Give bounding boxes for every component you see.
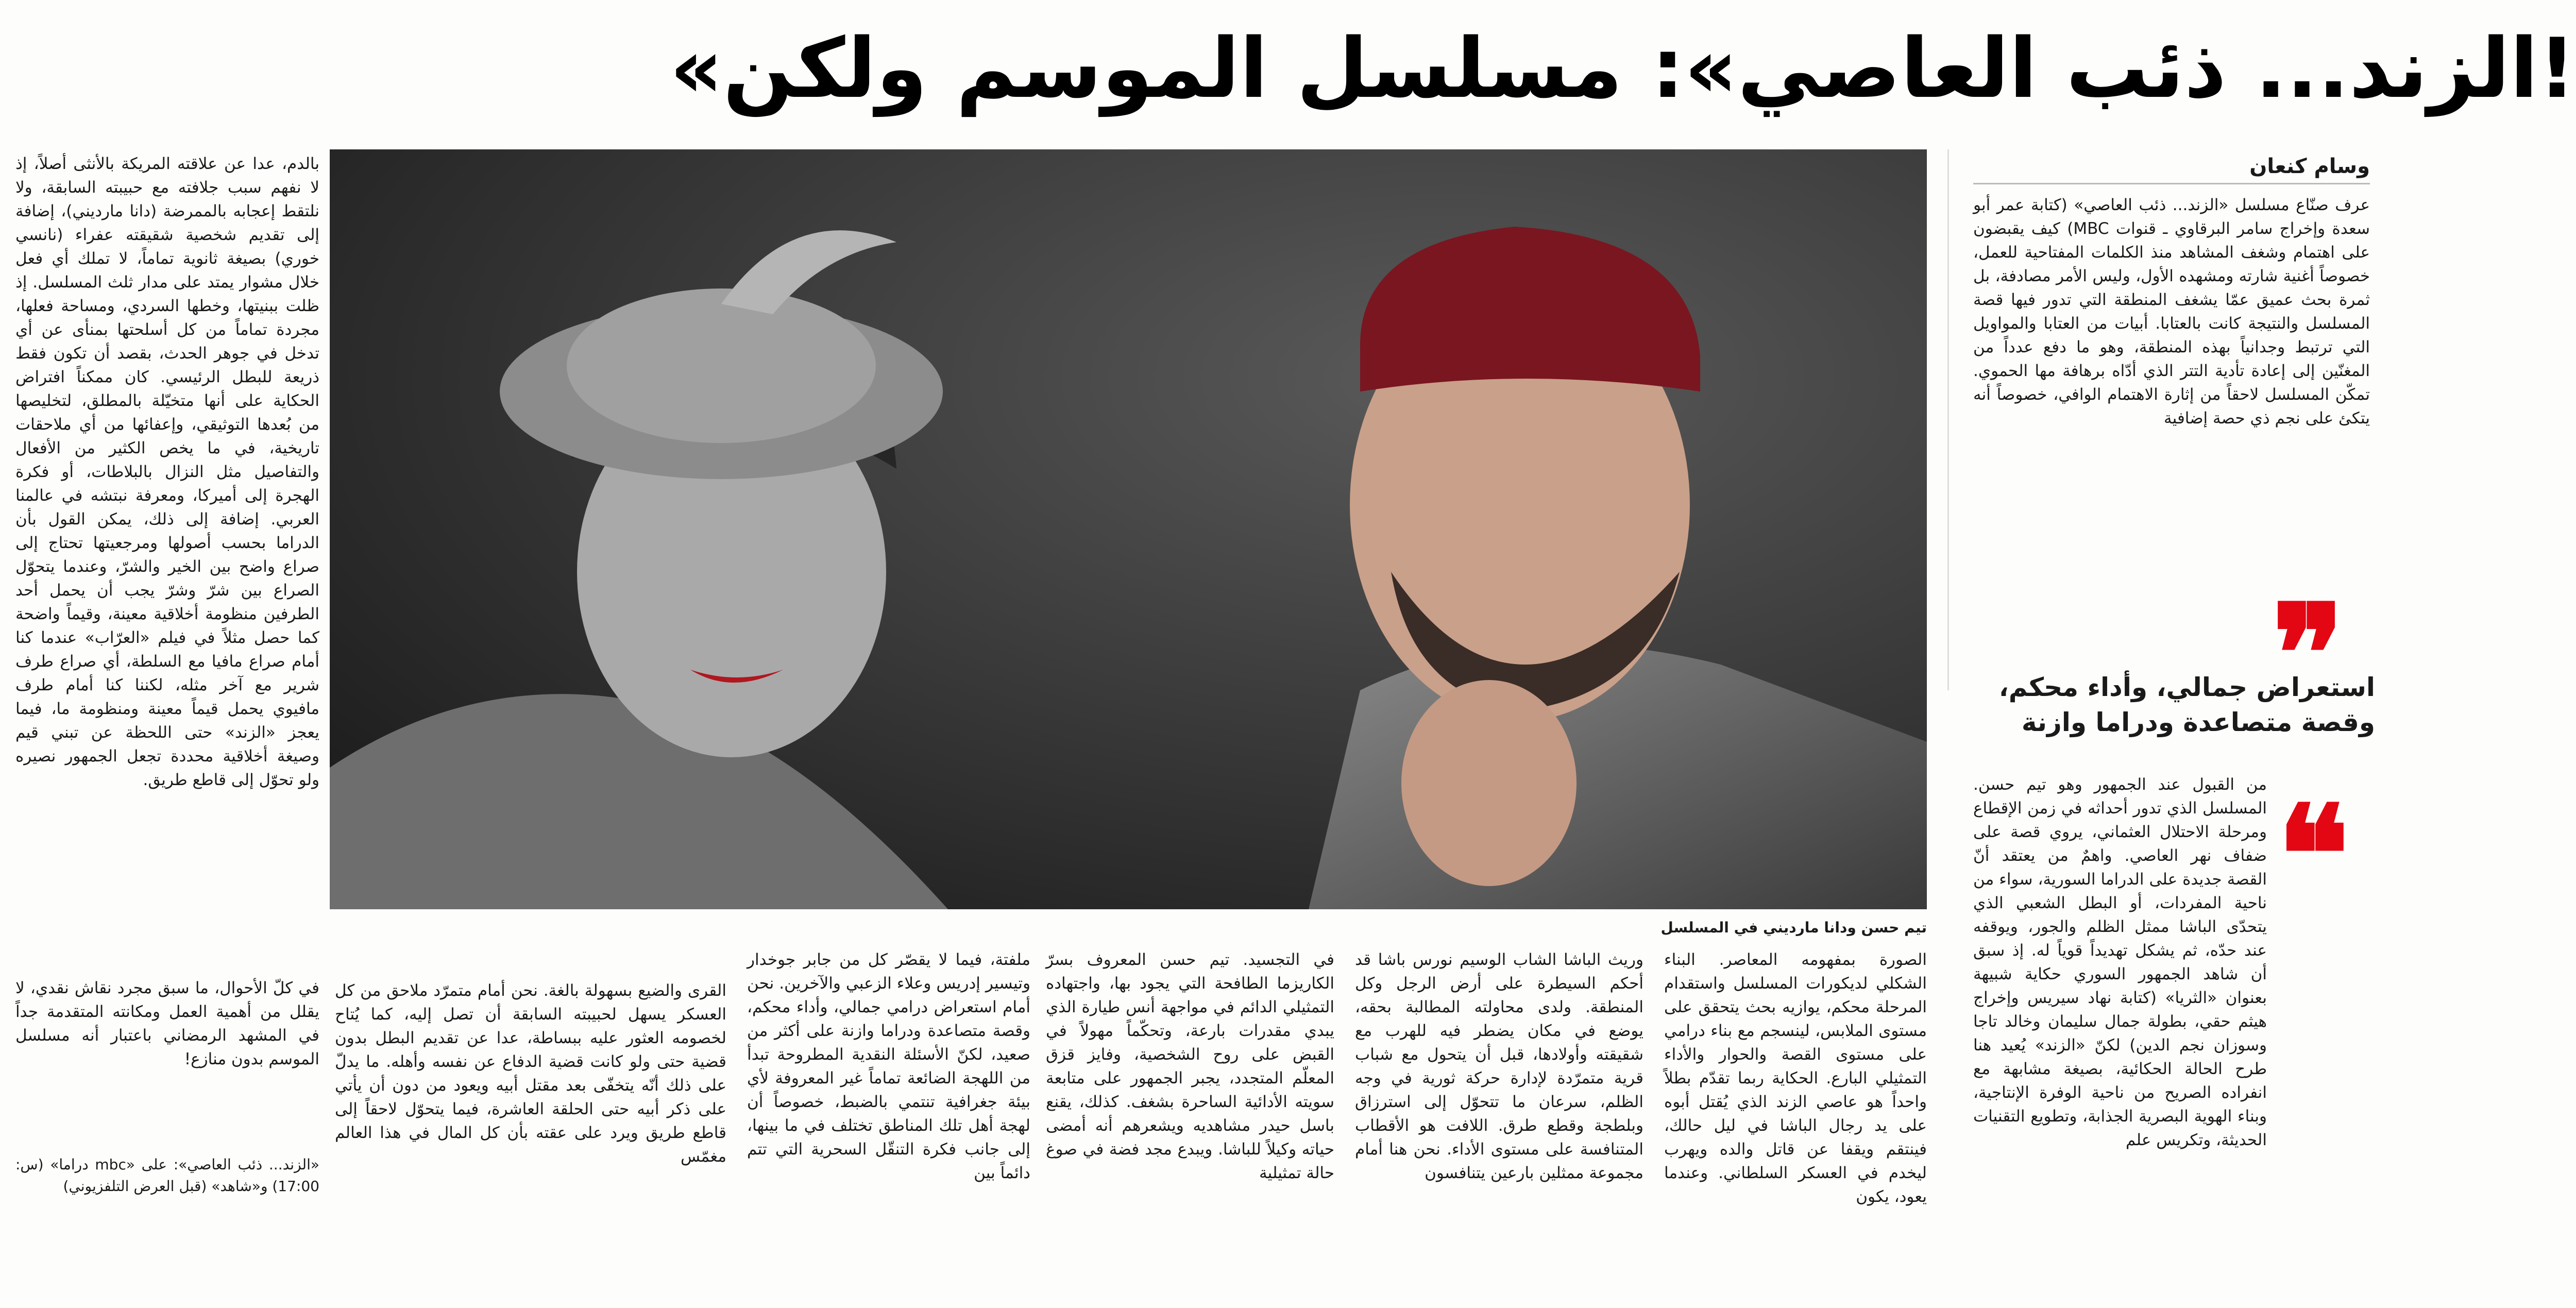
pull-quote: استعراض جمالي، وأداء محكم، وقصة متصاعدة ودراما وازنة [1998, 672, 2375, 737]
headline: «الزند... ذئب العاصي»: مسلسل الموسم ولكن! [670, 20, 2576, 116]
column-rule [1947, 149, 1949, 690]
article-photo [330, 149, 1927, 909]
photo-caption: تيم حسن ودانا مارديني في المسلسل [1660, 919, 1927, 936]
column-bottom-2: وريث الباشا الشاب الوسيم نورس باشا قد أحكم السيطرة على أرض الرجل وكل المنطقة. ولدى محاولته المطالبة بحقه، يوضع في مكان يضطر فيه للهرب مع شقيقته وأولادها، قبل أن يتحول مع شباب قرية متمرّدة لإدارة حركة ثورية في وجه الظلم، سرعان ما تتحوّل إلى استرزاق وبلطجة وقطع طرق. اللافت هو الأقطاب المتنافسة على مستوى الأداء. نحن هنا أمام مجموعة ممثلين بارعين يتنافسون [1355, 950, 1643, 1182]
opening-quote-icon: ❝ [2277, 776, 2349, 933]
column-left-note: «الزند... ذئب العاصي»: على «mbc دراما» (س: 17:00) و«شاهد» (قبل العرض التلفزيوني) [15, 1156, 319, 1195]
photo-illustration [330, 149, 1927, 909]
column-bottom-1: الصورة بمفهومه المعاصر. البناء الشكلي لديكورات المسلسل واستقدام المرحلة محكم، يوازيه بحث يتحقق على مستوى الملابس، لينسجم مع بناء درامي على مستوى القصة والحوار والأداء التمثيلي البارع. الحكاية ربما تقدّم بطلاً واحداً هو عاصي الزند الذي يُقتل أبوه على يد رجال الباشا في ليل حالك، فينتقم ويقفا عن قاتل والده ويهرب ليخدم في العسكر السلطاني. وعندما يعود، يكون [1664, 950, 1927, 1206]
column-bottom-4: ملفتة، فيما لا يقصّر كل من جابر جوخدار وتيسير إدريس وعلاء الزعبي والآخرين. نحن أمام استعراض درامي جمالي، وأداء محكم، وقصة متصاعدة ودراما وازنة على أكثر من صعيد، لكنّ الأسئلة النقدية المطروحة تبدأ من اللهجة الضائعة تماماً غير المعروفة لأي بيئة جغرافية تنتمي بالضبط، خصوصاً أن لهجة أهل تلك المناطق تختلف في ما بينها، إلى جانب فكرة التنقّل السحرية التي تتم دائماً بين [747, 950, 1030, 1182]
column-right-bottom: من القبول عند الجمهور وهو تيم حسن. المسلسل الذي تدور أحداثه في زمن الإقطاع ومرحلة الاحتلال العثماني، يروي قصة على ضفاف نهر العاصي. واهمٌ من يعتقد أنّ القصة جديدة على الدراما السورية، سواء من ناحية المفردات، أو البطل الشعبي الذي يتحدّى الباشا ممثل الظلم والجور، ويوقفه عند حدّه، ثم يشكل تهديداً قوياً له. إذ سبق أن شاهد الجمهور السوري حكاية شبيهة بعنوان «الثريا» (كتابة نهاد سيريس وإخراج هيثم حقي، بطولة جمال سليمان وخالد تاجا وسوزان نجم الدين) لكنّ «الزند» يُعيد هنا طرح الحالة الحكائية، بصيغة مشابهة مع انفراده الصريح من ناحية الوفرة الإنتاجية، وبناء الهوية البصرية الجذابة، وتطويع التقنيات الحديثة، وتكريس علم [1973, 775, 2267, 1149]
column-left-top: بالدم، عدا عن علاقته المريكة بالأنثى أصلاً، إذ لا نفهم سبب جلافته مع حبيبته السابقة، ولا نلتقط إعجابه بالممرضة (دانا مارديني)، إضافة إلى تقديم شخصية شقيقته عفراء (نانسي خوري) بصيغة ثانوية تماماً، لا تملك أي فعل خلال مشوار يمتد على مدار ثلث المسلسل. إذ ظلت ببنيتها، وخطها السردي، ومساحة فعلها، مجردة تماماً من كل أسلحتها بمنأى عن أي تدخل في جوهر الحدث، بقصد أن تكون فقط ذريعة للبطل الرئيسي. كان ممكناً افتراض الحكاية على أنها متخيّلة بالمطلق، لتخليصها من بُعدها التوثيقي، وإعفائها من أي ملاحقات تاريخية، في ما يخص الكثير من الأفعال والتفاصيل مثل النزال بالبلاطات، أو فكرة الهجرة إلى أميركا، ومعرفة نبتشه في عالمنا العربي. إضافة إلى ذلك، يمكن القول بأن الدراما بحسب أصولها ومرجعيتها تحتاج إلى صراع واضح بين الخير والشرّ، وعندما يتحوّل الصراع بين شرّ وشرّ يجب أن يحمل أحد الطرفين منظومة أخلاقية معينة، وقيماً واضحة كما حصل مثلاً في فيلم «العرّاب» عندما كنا أمام صراع مافيا مع السلطة، أي صراع طرف شرير مع آخر مثله، لكننا كنا أمام طرف مافيوي يحمل قيماً معينة ومنظومة ما، فيما يعجز «الزند» حتى اللحظة عن تبني قيم وصيغة أخلاقية محددة تجعل الجمهور نصيره ولو تحوّل إلى قاطع طريق. [15, 155, 319, 789]
column-bottom-5: القرى والضيع بسهولة بالغة. نحن أمام متمرّد ملاحق من كل العسكر يسهل لحبيبته السابقة أن تصل إليه، كما يُتاح لخصومه العثور عليه ببساطة، عدا عن تقديم البطل بدون قضية حتى ولو كانت قضية الدفاع عن نفسه وأهله. ما يدلّ على ذلك أنّه يتخفّى بعد مقتل أبيه ويعود من دون أن يأتي على ذكر أبيه حتى الحلقة العاشرة، فيما يتحوّل لاحقاً إلى قاطع طريق ويرد على عقته بأن كل المال في هذا العالم مغمّس [335, 981, 726, 1166]
closing-quote-icon: ❞ [2272, 575, 2344, 733]
byline-rule [1973, 183, 2370, 184]
column-right-top: عرف صنّاع مسلسل «الزند... ذئب العاصي» (كتابة عمر أبو سعدة وإخراج سامر البرقاوي ـ قنوات MBC) كيف يقبضون على اهتمام وشغف المشاهد منذ الكلمات المفتاحية للعمل، خصوصاً أغنية شارته ومشهده الأول، وليس الأمر مصادفة، بل ثمرة بحث عميق عمّا يشغف المنطقة التي تدور فيها قصة المسلسل والنتيجة كانت بالعتابا. أبيات من العتابا والمواويل التي ترتبط وجدانياً بهذه المنطقة، وهو ما دفع عدداً من المغنّين إلى إعادة تأدية التتر الذي أدّاه برهافة مها الحموي. تمكّن المسلسل لاحقاً من إثارة الاهتمام الوافي، خصوصاً أنه يتكئ على نجم ذي حصة إضافية [1973, 196, 2370, 428]
column-bottom-3: في التجسيد. تيم حسن المعروف بسرّ الكاريزما الطافحة التي يجود بها، واجتهاده التمثيلي الدائم في مواجهة أنس طيارة الذي يبدي مقدرات بارعة، وتحكّماً مهولاً في القبض على روح الشخصية، وفايز قزق المعلّم المتجدد، يجبر الجمهور على متابعة سويته الأدائية الساحرة بشغف. كذلك، يقنع باسل حيدر مشاهديه ويشعرهم أنه أمضى حياته وكيلاً للباشا. ويبدع مجد فضة في صوغ حالة تمثيلية [1046, 950, 1334, 1182]
byline: وسام كنعان [2249, 155, 2370, 178]
column-left-bottom: في كلّ الأحوال، ما سبق مجرد نقاش نقدي، لا يقلل من أهمية العمل ومكانته المتقدمة جداً في المشهد الرمضاني باعتبار أنه مسلسل الموسم بدون منازع! [15, 979, 319, 1068]
